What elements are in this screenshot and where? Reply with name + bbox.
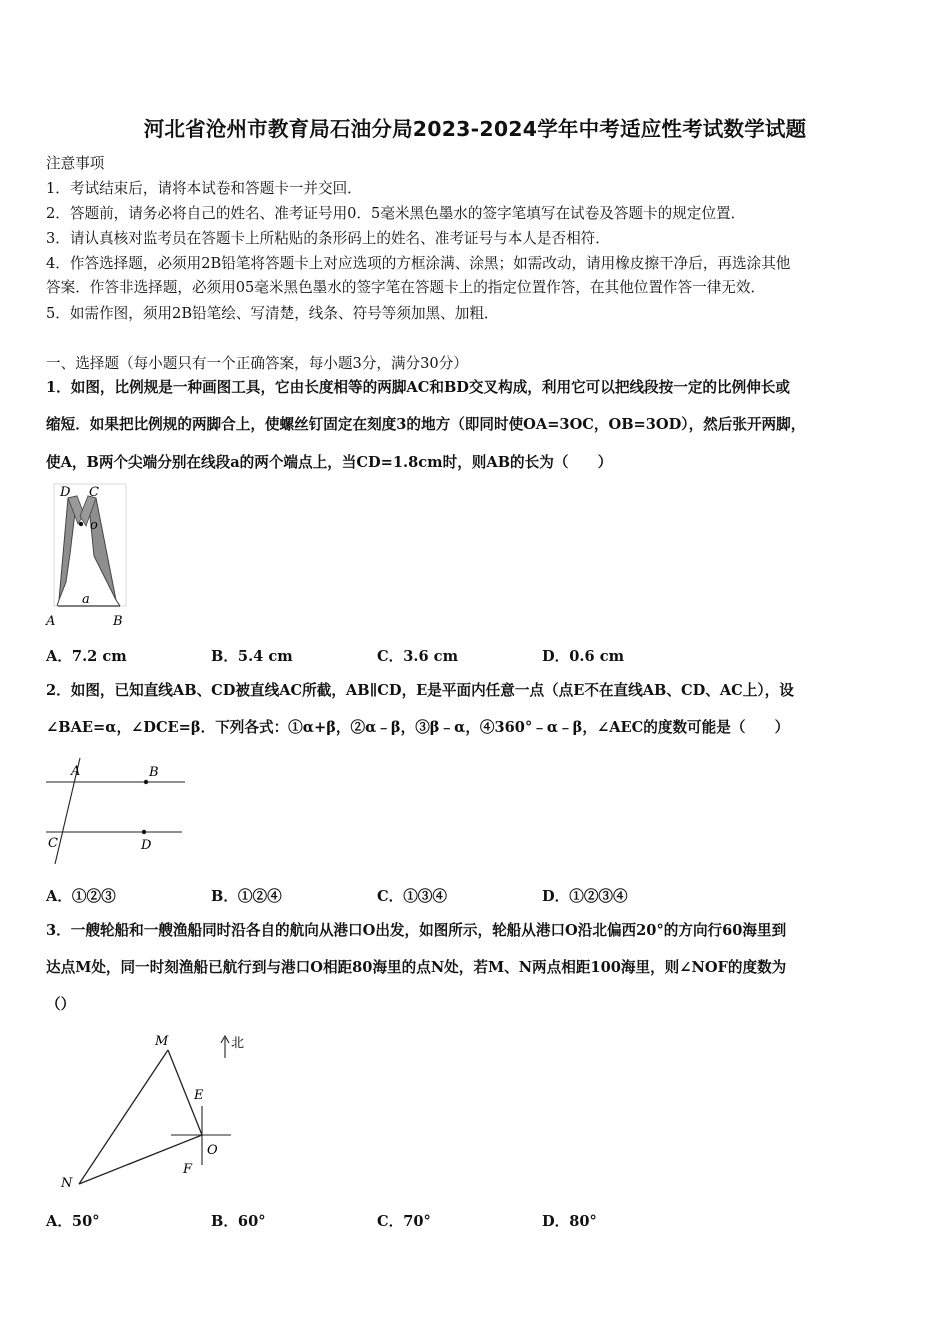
q3-option-d[interactable]: D．80° [542, 1213, 597, 1230]
q2-label-a: A [71, 764, 81, 779]
q3-text-line: 3．一艘轮船和一艘渔船同时沿各自的航向从港口O出发，如图所示，轮船从港口O沿北偏西20°的方向行60海里到 [46, 922, 787, 939]
q1-proportional-compass-figure [44, 482, 134, 630]
q1-label-a: A [46, 614, 56, 629]
q1-text-line: 使A，B两个尖端分别在线段a的两个端点上，当CD=1.8cm时，则AB的长为（ ） [46, 454, 613, 471]
q1-label-b: B [113, 614, 123, 629]
q3-label-o: O [207, 1143, 218, 1158]
q2-option-b[interactable]: B．①②④ [211, 888, 282, 905]
q1-label-o: o [90, 518, 98, 533]
q3-label-f: F [183, 1162, 193, 1177]
section-heading: 一、选择题（每小题只有一个正确答案，每小题3分，满分30分） [46, 355, 468, 372]
q3-label-e: E [194, 1088, 204, 1103]
q2-label-b: B [149, 765, 159, 780]
q2-option-c[interactable]: C．①③④ [377, 888, 447, 905]
notice-heading: 注意事项 [46, 155, 105, 172]
q1-text-line: 缩短．如果把比例规的两脚合上，使螺丝钉固定在刻度3的地方（即同时使OA=3OC，OB=3OD），然后张开两脚， [46, 416, 806, 433]
q2-text-line: ∠BAE=α，∠DCE=β．下列各式：①α+β，②α﹣β，③β﹣α，④360°﹣α﹣β，∠AEC的度数可能是（ ） [46, 719, 790, 736]
q3-option-b[interactable]: B．60° [211, 1213, 266, 1230]
q1-label-c: C [89, 485, 99, 500]
notice-item: 3．请认真核对监考员在答题卡上所粘贴的条形码上的姓名、准考证号与本人是否相符． [46, 230, 610, 247]
q3-option-c[interactable]: C．70° [377, 1213, 431, 1230]
q1-option-b[interactable]: B．5.4 cm [211, 648, 293, 665]
q1-option-d[interactable]: D．0.6 cm [542, 648, 625, 665]
notice-item: 2．答题前，请务必将自己的姓名、准考证号用0．5毫米黑色墨水的签字笔填写在试卷及答题卡的规定位置． [46, 205, 746, 222]
notice-item: 5．如需作图，须用2B铅笔绘、写清楚，线条、符号等须加黑、加粗． [46, 305, 499, 322]
q3-text-line: （） [46, 996, 76, 1013]
q2-label-d: D [141, 838, 152, 853]
q1-option-c[interactable]: C．3.6 cm [377, 648, 459, 665]
q3-label-m: M [155, 1034, 169, 1049]
q1-option-a[interactable]: A．7.2 cm [46, 648, 127, 665]
q2-parallel-lines-figure [42, 756, 187, 868]
q3-label-n: N [61, 1176, 73, 1191]
q3-north-label: 北 [231, 1036, 245, 1051]
notice-item: 答案．作答非选择题，必须用05毫米黑色墨水的签字笔在答题卡上的指定位置作答，在其他位置作答一律无效． [46, 279, 766, 296]
q2-option-a[interactable]: A．①②③ [46, 888, 116, 905]
q3-text-line: 达点M处，同一时刻渔船已航行到与港口O相距80海里的点N处，若M、N两点相距100海里，则∠NOF的度数为 [46, 959, 787, 976]
exam-title: 河北省沧州市教育局石油分局2023-2024学年中考适应性考试数学试题 [143, 117, 807, 141]
notice-item: 4．作答选择题，必须用2B铅笔将答题卡上对应选项的方框涂满、涂黑；如需改动，请用橡皮擦干净后，再选涂其他 [46, 255, 791, 272]
q2-label-c: C [48, 836, 58, 851]
notice-item: 1．考试结束后，请将本试卷和答题卡一并交回． [46, 180, 362, 197]
q2-option-d[interactable]: D．①②③④ [542, 888, 628, 905]
q3-navigation-figure [55, 1028, 255, 1193]
q1-label-segment-a: a [82, 592, 90, 607]
q1-text-line: 1．如图，比例规是一种画图工具，它由长度相等的两脚AC和BD交叉构成，利用它可以把线段按一定的比例伸长或 [46, 379, 790, 396]
q1-label-d: D [60, 485, 71, 500]
q2-text-line: 2．如图，已知直线AB、CD被直线AC所截，AB∥CD，E是平面内任意一点（点E不在直线AB、CD、AC上），设 [46, 682, 794, 699]
q3-option-a[interactable]: A．50° [46, 1213, 100, 1230]
